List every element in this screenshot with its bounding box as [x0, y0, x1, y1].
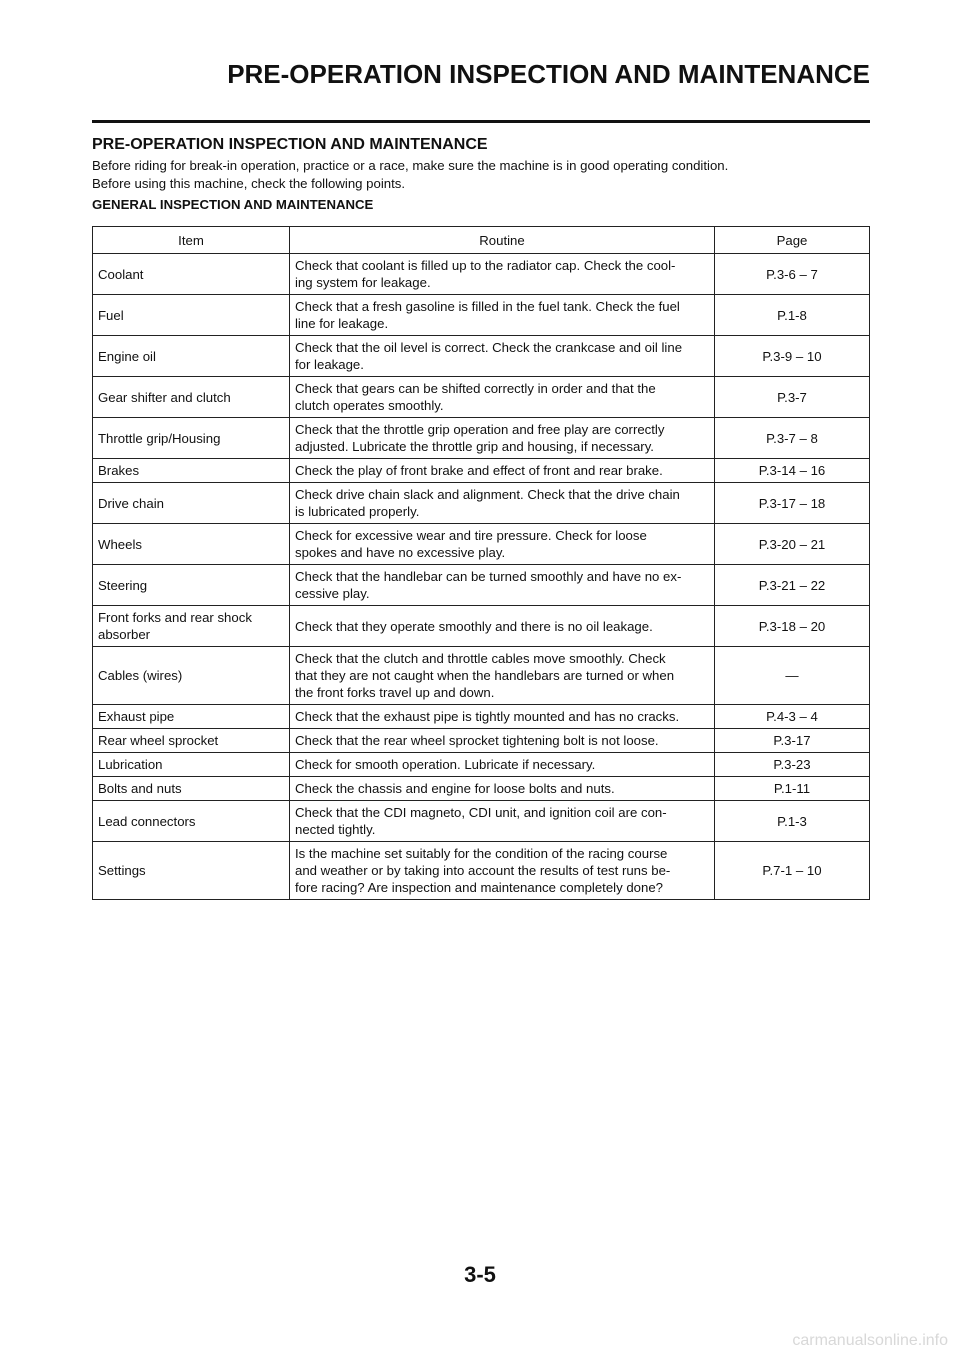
item-cell: Front forks and rear shock absorber	[93, 606, 290, 647]
page-cell: P.4-3 – 4	[715, 705, 870, 729]
item-cell: Rear wheel sprocket	[93, 729, 290, 753]
page-cell: P.1-8	[715, 295, 870, 336]
routine-cell: Check that gears can be shifted correctly in order and that the clutch operates smoothly.	[290, 377, 715, 418]
item-cell: Exhaust pipe	[93, 705, 290, 729]
section-title: PRE-OPERATION INSPECTION AND MAINTENANCE	[92, 136, 488, 153]
table-row	[93, 647, 870, 705]
table-row	[93, 801, 870, 842]
page-cell: P.1-3	[715, 801, 870, 842]
item-cell: Wheels	[93, 524, 290, 565]
routine-cell: Is the machine set suitably for the condition of the racing course and weather or by taking into account the results of test runs be- fore racing? Are inspection and maintenance completely done?	[290, 842, 715, 900]
column-header-item: Item	[93, 227, 290, 254]
header-divider	[92, 120, 870, 123]
table-row	[93, 295, 870, 336]
inspection-table	[92, 226, 870, 900]
page-number: 3-5	[464, 1262, 496, 1287]
page-cell: P.3-7 – 8	[715, 418, 870, 459]
item-cell: Drive chain	[93, 483, 290, 524]
page-cell: P.3-9 – 10	[715, 336, 870, 377]
routine-cell: Check that coolant is filled up to the radiator cap. Check the cool- ing system for leakage.	[290, 254, 715, 295]
table-row	[93, 377, 870, 418]
routine-cell: Check that they operate smoothly and there is no oil leakage.	[290, 606, 715, 647]
routine-cell: Check that the throttle grip operation and free play are correctly adjusted. Lubricate the throttle grip and housing, if necessary.	[290, 418, 715, 459]
item-cell: Bolts and nuts	[93, 777, 290, 801]
item-cell: Steering	[93, 565, 290, 606]
column-header-routine: Routine	[290, 227, 715, 254]
item-cell: Lubrication	[93, 753, 290, 777]
page-cell: —	[715, 647, 870, 705]
item-cell: Throttle grip/Housing	[93, 418, 290, 459]
page-cell: P.3-7	[715, 377, 870, 418]
routine-cell: Check that the exhaust pipe is tightly mounted and has no cracks.	[290, 705, 715, 729]
routine-cell: Check that the oil level is correct. Check the crankcase and oil line for leakage.	[290, 336, 715, 377]
table-row	[93, 606, 870, 647]
table-row	[93, 729, 870, 753]
subheading: GENERAL INSPECTION AND MAINTENANCE	[92, 197, 374, 212]
page-cell: P.3-18 – 20	[715, 606, 870, 647]
intro-line-2: Before using this machine, check the following points.	[92, 176, 406, 191]
page-cell: P.3-21 – 22	[715, 565, 870, 606]
table-body	[93, 254, 870, 900]
watermark: carmanualsonline.info	[792, 1332, 948, 1349]
table-row	[93, 524, 870, 565]
main-content	[92, 135, 870, 900]
page-header-title: PRE-OPERATION INSPECTION AND MAINTENANCE	[227, 59, 870, 89]
table-row	[93, 418, 870, 459]
table-row	[93, 459, 870, 483]
table-row	[93, 336, 870, 377]
page-cell: P.3-23	[715, 753, 870, 777]
column-header-page: Page	[715, 227, 870, 254]
item-cell: Coolant	[93, 254, 290, 295]
table-row	[93, 254, 870, 295]
routine-cell: Check that the handlebar can be turned smoothly and have no ex- cessive play.	[290, 565, 715, 606]
routine-cell: Check that the rear wheel sprocket tightening bolt is not loose.	[290, 729, 715, 753]
table-header-row	[93, 227, 870, 254]
table-row	[93, 565, 870, 606]
routine-cell: Check for excessive wear and tire pressure. Check for loose spokes and have no excessive play.	[290, 524, 715, 565]
item-cell: Settings	[93, 842, 290, 900]
item-cell: Gear shifter and clutch	[93, 377, 290, 418]
table-row	[93, 753, 870, 777]
item-cell: Lead connectors	[93, 801, 290, 842]
table-row	[93, 705, 870, 729]
page-cell: P.3-20 – 21	[715, 524, 870, 565]
page-cell: P.3-14 – 16	[715, 459, 870, 483]
item-cell: Brakes	[93, 459, 290, 483]
page-cell: P.3-17	[715, 729, 870, 753]
routine-cell: Check for smooth operation. Lubricate if necessary.	[290, 753, 715, 777]
page-cell: P.3-17 – 18	[715, 483, 870, 524]
table-row	[93, 777, 870, 801]
item-cell: Fuel	[93, 295, 290, 336]
routine-cell: Check that the clutch and throttle cables move smoothly. Check that they are not caught when the handlebars are turned or when the front forks travel up and down.	[290, 647, 715, 705]
page-cell: P.3-6 – 7	[715, 254, 870, 295]
routine-cell: Check that the CDI magneto, CDI unit, and ignition coil are con- nected tightly.	[290, 801, 715, 842]
item-cell: Engine oil	[93, 336, 290, 377]
page-cell: P.7-1 – 10	[715, 842, 870, 900]
routine-cell: Check the play of front brake and effect of front and rear brake.	[290, 459, 715, 483]
routine-cell: Check that a fresh gasoline is filled in the fuel tank. Check the fuel line for leakage.	[290, 295, 715, 336]
intro-line-1: Before riding for break-in operation, practice or a race, make sure the machine is in good operating condition.	[92, 158, 729, 173]
routine-cell: Check drive chain slack and alignment. Check that the drive chain is lubricated properly.	[290, 483, 715, 524]
table-row	[93, 842, 870, 900]
page-cell: P.1-11	[715, 777, 870, 801]
item-cell: Cables (wires)	[93, 647, 290, 705]
table-row	[93, 483, 870, 524]
routine-cell: Check the chassis and engine for loose bolts and nuts.	[290, 777, 715, 801]
